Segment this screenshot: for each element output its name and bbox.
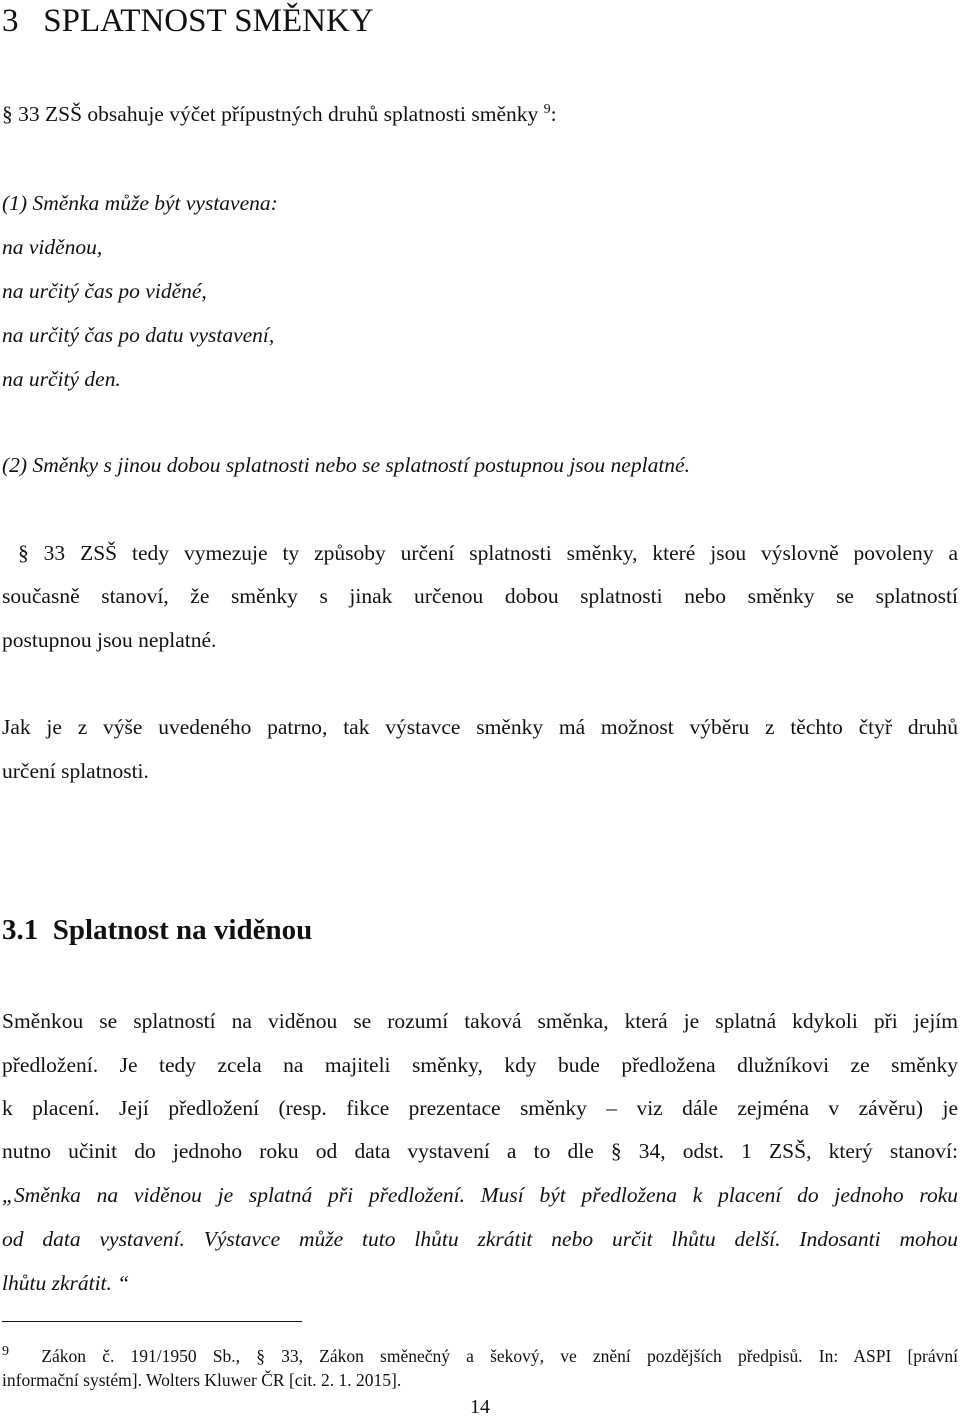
law-quote-1-line: na viděnou, (2, 235, 103, 259)
section-number: 3.1 (2, 914, 39, 946)
section-sign: § (256, 1346, 265, 1366)
page-number: 14 (470, 1396, 490, 1418)
footnote-number: 9 (2, 1344, 9, 1360)
chapter-heading (2, 0, 374, 42)
chapter-title: SPLATNOST SMĚNKY (43, 3, 374, 39)
section-heading (2, 908, 312, 952)
law-quote-1-line: na určitý den. (2, 367, 121, 391)
law-quote-1-line: na určitý čas po viděné, (2, 279, 207, 303)
law-quote-3-line: lhůtu zkrátit. “ (2, 1271, 130, 1295)
section-sign: § (18, 541, 29, 565)
section-sign: § (2, 102, 13, 126)
footnote-separator (2, 1321, 302, 1322)
chapter-number: 3 (2, 3, 19, 39)
law-quote-1-line: (1) Směnka může být vystavena: (2, 191, 278, 215)
paragraph-3-line: Směnkou se splatností na viděnou se rozumí taková směnka, která je splatná kdykoli při jejím (2, 1009, 958, 1033)
footnote-reference: 9 (543, 101, 551, 117)
intro-paragraph (2, 102, 557, 127)
paragraph-3-line: k placení. Její předložení (resp. fikce prezentace směnky – viz dále zejména v závěru) je (2, 1096, 958, 1120)
intro-colon: : (550, 102, 557, 126)
section-sign: § (610, 1139, 622, 1163)
paragraph-1-line: § 33 ZSŠ tedy vymezuje ty způsoby určení splatnosti směnky, které jsou výslovně povoleny a (18, 541, 959, 565)
footnote-line: informační systém]. Wolters Kluwer ČR [cit. 2. 1. 2015]. (2, 1370, 402, 1390)
paragraph-3-line: předložení. Je tedy zcela na majiteli směnky, kdy bude předložena dlužníkovi ze směnky (2, 1053, 958, 1077)
paragraph-1-line: postupnou jsou neplatné. (2, 628, 217, 652)
paragraph-1-line: současně stanoví, že směnky s jinak určenou dobou splatnosti nebo směnky se splatností (2, 584, 958, 608)
intro-text: 33 ZSŠ obsahuje výčet přípustných druhů splatnosti směnky (18, 102, 539, 126)
law-quote-2: (2) Směnky s jinou dobou splatnosti nebo se splatností postupnou jsou neplatné. (2, 453, 690, 477)
paragraph-2-line: Jak je z výše uvedeného patrno, tak výstavce směnky má možnost výběru z těchto čtyř druhů (2, 715, 958, 739)
law-quote-3-line: „Směnka na viděnou je splatná při předložení. Musí být předložena k placení do jednoho roku (2, 1183, 958, 1207)
law-quote-1-line: na určitý čas po datu vystavení, (2, 323, 275, 347)
paragraph-3-line: nutno učinit do jednoho roku od data vystavení a to dle § 34, odst. 1 ZSŠ, který stanoví: (2, 1139, 958, 1163)
footnote-line: $^9$ Zákon č. 191/1950 Sb., § 33, Zákon směnečný a šekový, ve znění pozdějších předpisů. In: ASPI [právní (2, 1344, 959, 1366)
closing-quote-mark: “ (117, 1271, 130, 1295)
section-title: Splatnost na viděnou (52, 914, 313, 946)
law-quote-3-line: od data vystavení. Výstavce může tuto lhůtu zkrátit nebo určit lhůtu delší. Indosanti mohou (2, 1227, 958, 1251)
paragraph-2-line: určení splatnosti. (2, 759, 149, 783)
